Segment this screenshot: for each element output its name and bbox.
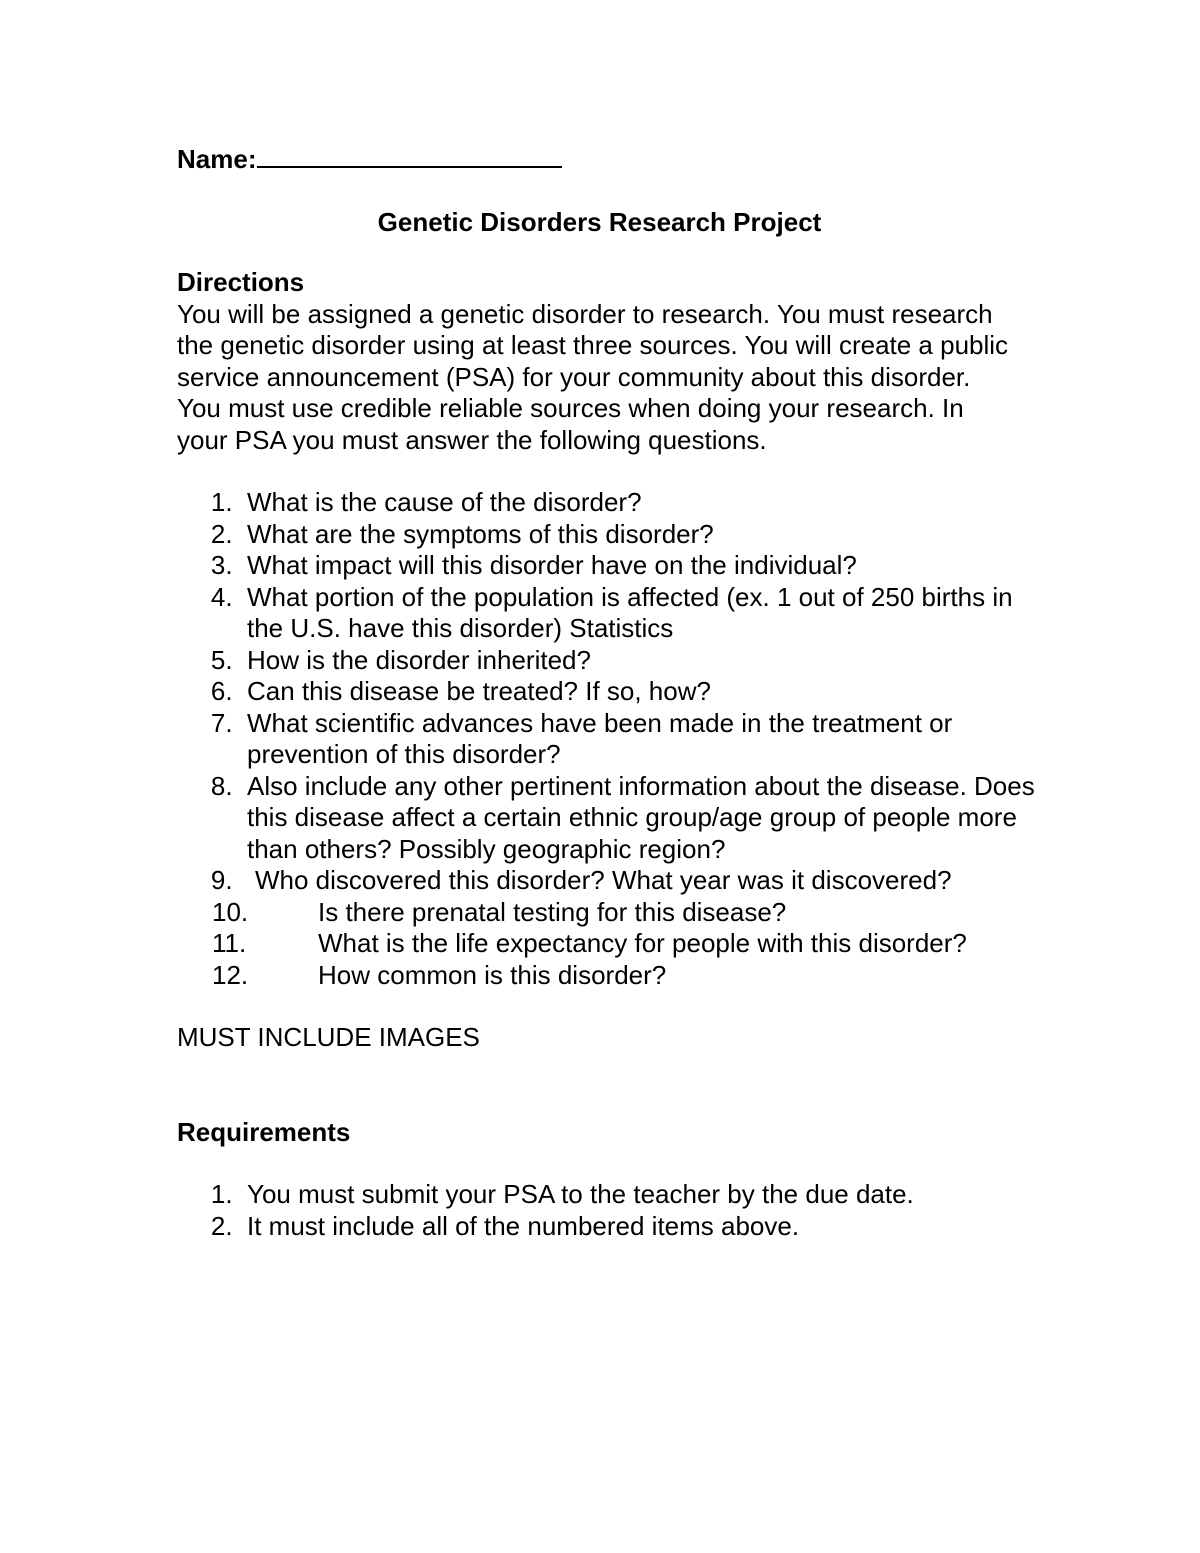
requirement-text: You must submit your PSA to the teacher by the due date. [247, 1179, 914, 1209]
directions-heading: Directions [177, 267, 305, 297]
requirement-number: 2. [210, 1210, 233, 1241]
questions-list [177, 487, 1037, 991]
question-number: 1. [210, 487, 233, 517]
question-item [177, 960, 1037, 992]
question-text: What impact will this disorder have on the individual? [247, 550, 857, 580]
question-item [177, 550, 1037, 582]
question-text: Also include any other pertinent information about the disease. Does this disease affect a certain ethnic group/age group of people more than others? Possibly geographic region? [247, 770, 1035, 864]
name-blank-line[interactable] [257, 140, 562, 168]
question-text: What portion of the population is affected (ex. 1 out of 250 births in the U.S. have this disorder) Statistics [247, 581, 1013, 643]
question-number: 6. [210, 676, 233, 706]
requirements-heading: Requirements [177, 1116, 351, 1147]
document-title: Genetic Disorders Research Project [377, 207, 822, 237]
directions-text: You will be assigned a genetic disorder to research. You must research the genetic disorder using at least three sources. You will create a public service announcement (PSA) for your community about this disorder. You must use credible reliable sources when doing your research. In your PSA you must answer the following questions. [177, 298, 1009, 455]
requirement-item [177, 1211, 1037, 1243]
name-field [177, 140, 1037, 176]
requirement-number: 1. [210, 1179, 233, 1209]
question-number: 10. [212, 896, 249, 927]
question-number: 8. [210, 770, 233, 801]
question-text: How is the disorder inherited? [247, 644, 591, 675]
question-item [177, 676, 1037, 708]
question-text: What is the cause of the disorder? [247, 487, 642, 517]
must-include-note: MUST INCLUDE IMAGES [177, 1022, 480, 1052]
question-text: What scientific advances have been made in the treatment or prevention of this disorder? [247, 707, 953, 769]
question-item [177, 708, 1037, 771]
question-number: 7. [210, 707, 233, 738]
question-number: 2. [210, 518, 233, 549]
question-text: Who discovered this disorder? What year was it discovered? [255, 865, 952, 895]
question-number: 11. [212, 928, 247, 958]
requirement-item [177, 1179, 1037, 1211]
question-number: 5. [210, 644, 233, 675]
question-item [177, 582, 1037, 645]
question-text: Is there prenatal testing for this disease? [318, 896, 787, 927]
question-item [177, 519, 1037, 551]
question-item [177, 865, 1037, 897]
question-item [177, 928, 1037, 960]
requirement-text: It must include all of the numbered items above. [247, 1210, 800, 1241]
document-page [177, 140, 1037, 1242]
question-item [177, 771, 1037, 866]
question-number: 9. [210, 865, 233, 895]
question-text: What are the symptoms of this disorder? [247, 518, 714, 549]
question-text: What is the life expectancy for people with this disorder? [318, 928, 967, 958]
question-item [177, 645, 1037, 677]
question-text: Can this disease be treated? If so, how? [247, 676, 711, 706]
question-text: How common is this disorder? [318, 959, 667, 990]
question-number: 3. [210, 550, 233, 580]
question-number: 4. [210, 581, 233, 612]
name-label: Name: [177, 144, 257, 174]
question-item [177, 897, 1037, 929]
requirements-list [177, 1179, 1037, 1242]
question-item [177, 487, 1037, 519]
question-number: 12. [212, 959, 249, 990]
